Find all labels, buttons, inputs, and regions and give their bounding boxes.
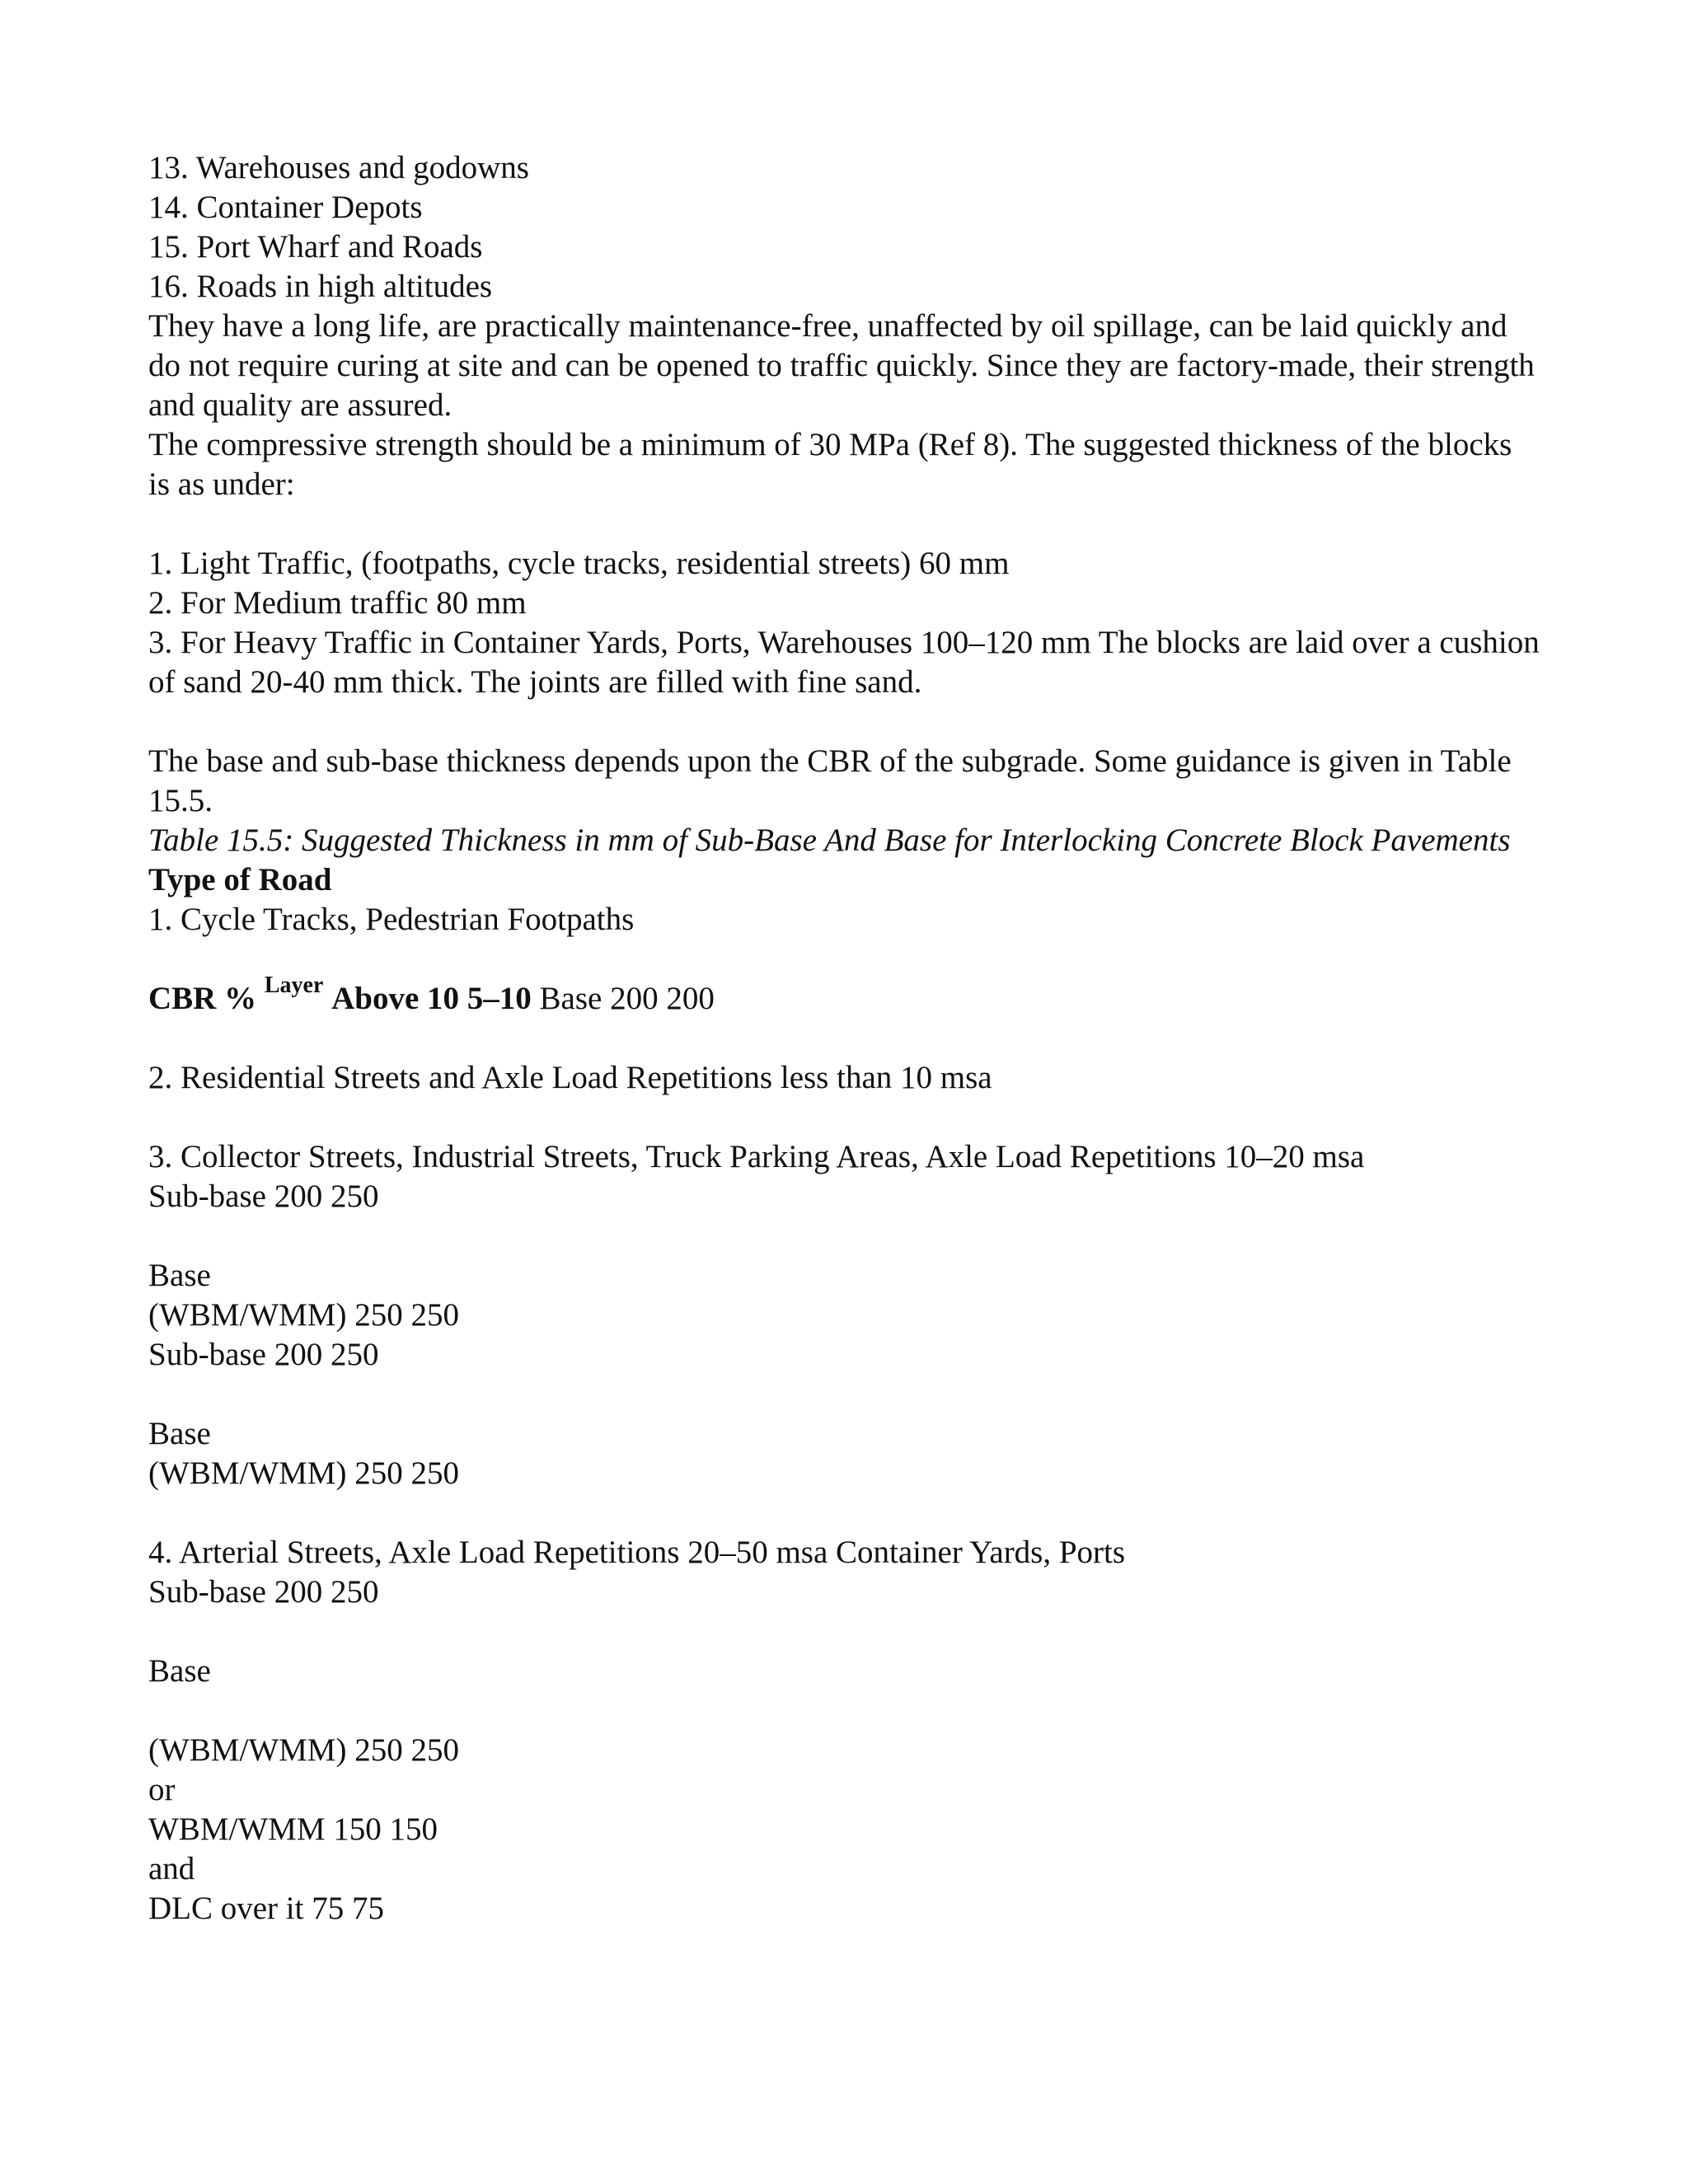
list-item: 14. Container Depots xyxy=(148,190,423,225)
layer-value: Sub-base 200 250 xyxy=(148,1337,379,1372)
list-item: 13. Warehouses and godowns xyxy=(148,150,529,185)
spacer xyxy=(148,702,1541,742)
spacer xyxy=(148,1216,1541,1256)
paragraph-long-life: They have a long life, are practically maintenance-free, unaffected by oil spillage, can be laid quickly and do not require curing at site and can be opened to traffic quickly. Since they are factory-made, their strength and quality are assured. xyxy=(148,308,1535,423)
thickness-item: 1. Light Traffic, (footpaths, cycle tracks, residential streets) 60 mm xyxy=(148,546,1010,581)
list-item: 16. Roads in high altitudes xyxy=(148,269,493,304)
spacer xyxy=(148,1019,1541,1058)
layer-value: Sub-base 200 250 xyxy=(148,1574,379,1610)
layer-value: (WBM/WMM) 250 250 xyxy=(148,1455,459,1491)
layer-value: Base xyxy=(148,1258,211,1293)
connector-text: or xyxy=(148,1772,176,1807)
road-type-item: 2. Residential Streets and Axle Load Repetitions less than 10 msa xyxy=(148,1060,992,1095)
cbr-ranges: Above 10 5–10 xyxy=(331,981,532,1016)
spacer xyxy=(148,1098,1541,1137)
road-type-item: 3. Collector Streets, Industrial Streets, Truck Parking Areas, Axle Load Repetitions 10–20 msa xyxy=(148,1139,1365,1174)
spacer xyxy=(148,1691,1541,1731)
layer-value: DLC over it 75 75 xyxy=(148,1891,384,1926)
spacer xyxy=(148,504,1541,544)
table-heading-type-of-road: Type of Road xyxy=(148,862,332,898)
list-item: 15. Port Wharf and Roads xyxy=(148,229,483,265)
cbr-label: CBR % xyxy=(148,981,257,1016)
layer-value: Sub-base 200 250 xyxy=(148,1179,379,1214)
paragraph-compressive-strength: The compressive strength should be a minimum of 30 MPa (Ref 8). The suggested thickness of the blocks is as under: xyxy=(148,427,1512,502)
cbr-base-values: Base 200 200 xyxy=(539,981,715,1016)
layer-value: (WBM/WMM) 250 250 xyxy=(148,1732,459,1768)
road-type-item: 4. Arterial Streets, Axle Load Repetitions 20–50 msa Container Yards, Ports xyxy=(148,1535,1126,1570)
layer-value: Base xyxy=(148,1416,211,1451)
thickness-item: 2. For Medium traffic 80 mm xyxy=(148,585,527,621)
spacer xyxy=(148,1493,1541,1533)
layer-value: (WBM/WMM) 250 250 xyxy=(148,1297,459,1333)
spacer xyxy=(148,1375,1541,1414)
road-type-item: 1. Cycle Tracks, Pedestrian Footpaths xyxy=(148,902,635,937)
spacer xyxy=(148,1612,1541,1652)
thickness-item: 3. For Heavy Traffic in Container Yards, Ports, Warehouses 100–120 mm The blocks are laid over a cushion of sand 20-40 mm thick. The joints are filled with fine sand. xyxy=(148,625,1540,700)
cbr-row xyxy=(148,972,1541,1019)
connector-text: and xyxy=(148,1851,195,1886)
layer-label: Layer xyxy=(264,972,324,998)
layer-value: WBM/WMM 150 150 xyxy=(148,1811,438,1847)
paragraph-base-subbase: The base and sub-base thickness depends upon the CBR of the subgrade. Some guidance is given in Table 15.5. xyxy=(148,743,1512,818)
document-page xyxy=(148,148,1541,1929)
layer-value: Base xyxy=(148,1653,211,1689)
spacer xyxy=(148,940,1541,979)
table-caption: Table 15.5: Suggested Thickness in mm of Sub-Base And Base for Interlocking Concrete Block Pavements xyxy=(148,823,1511,858)
